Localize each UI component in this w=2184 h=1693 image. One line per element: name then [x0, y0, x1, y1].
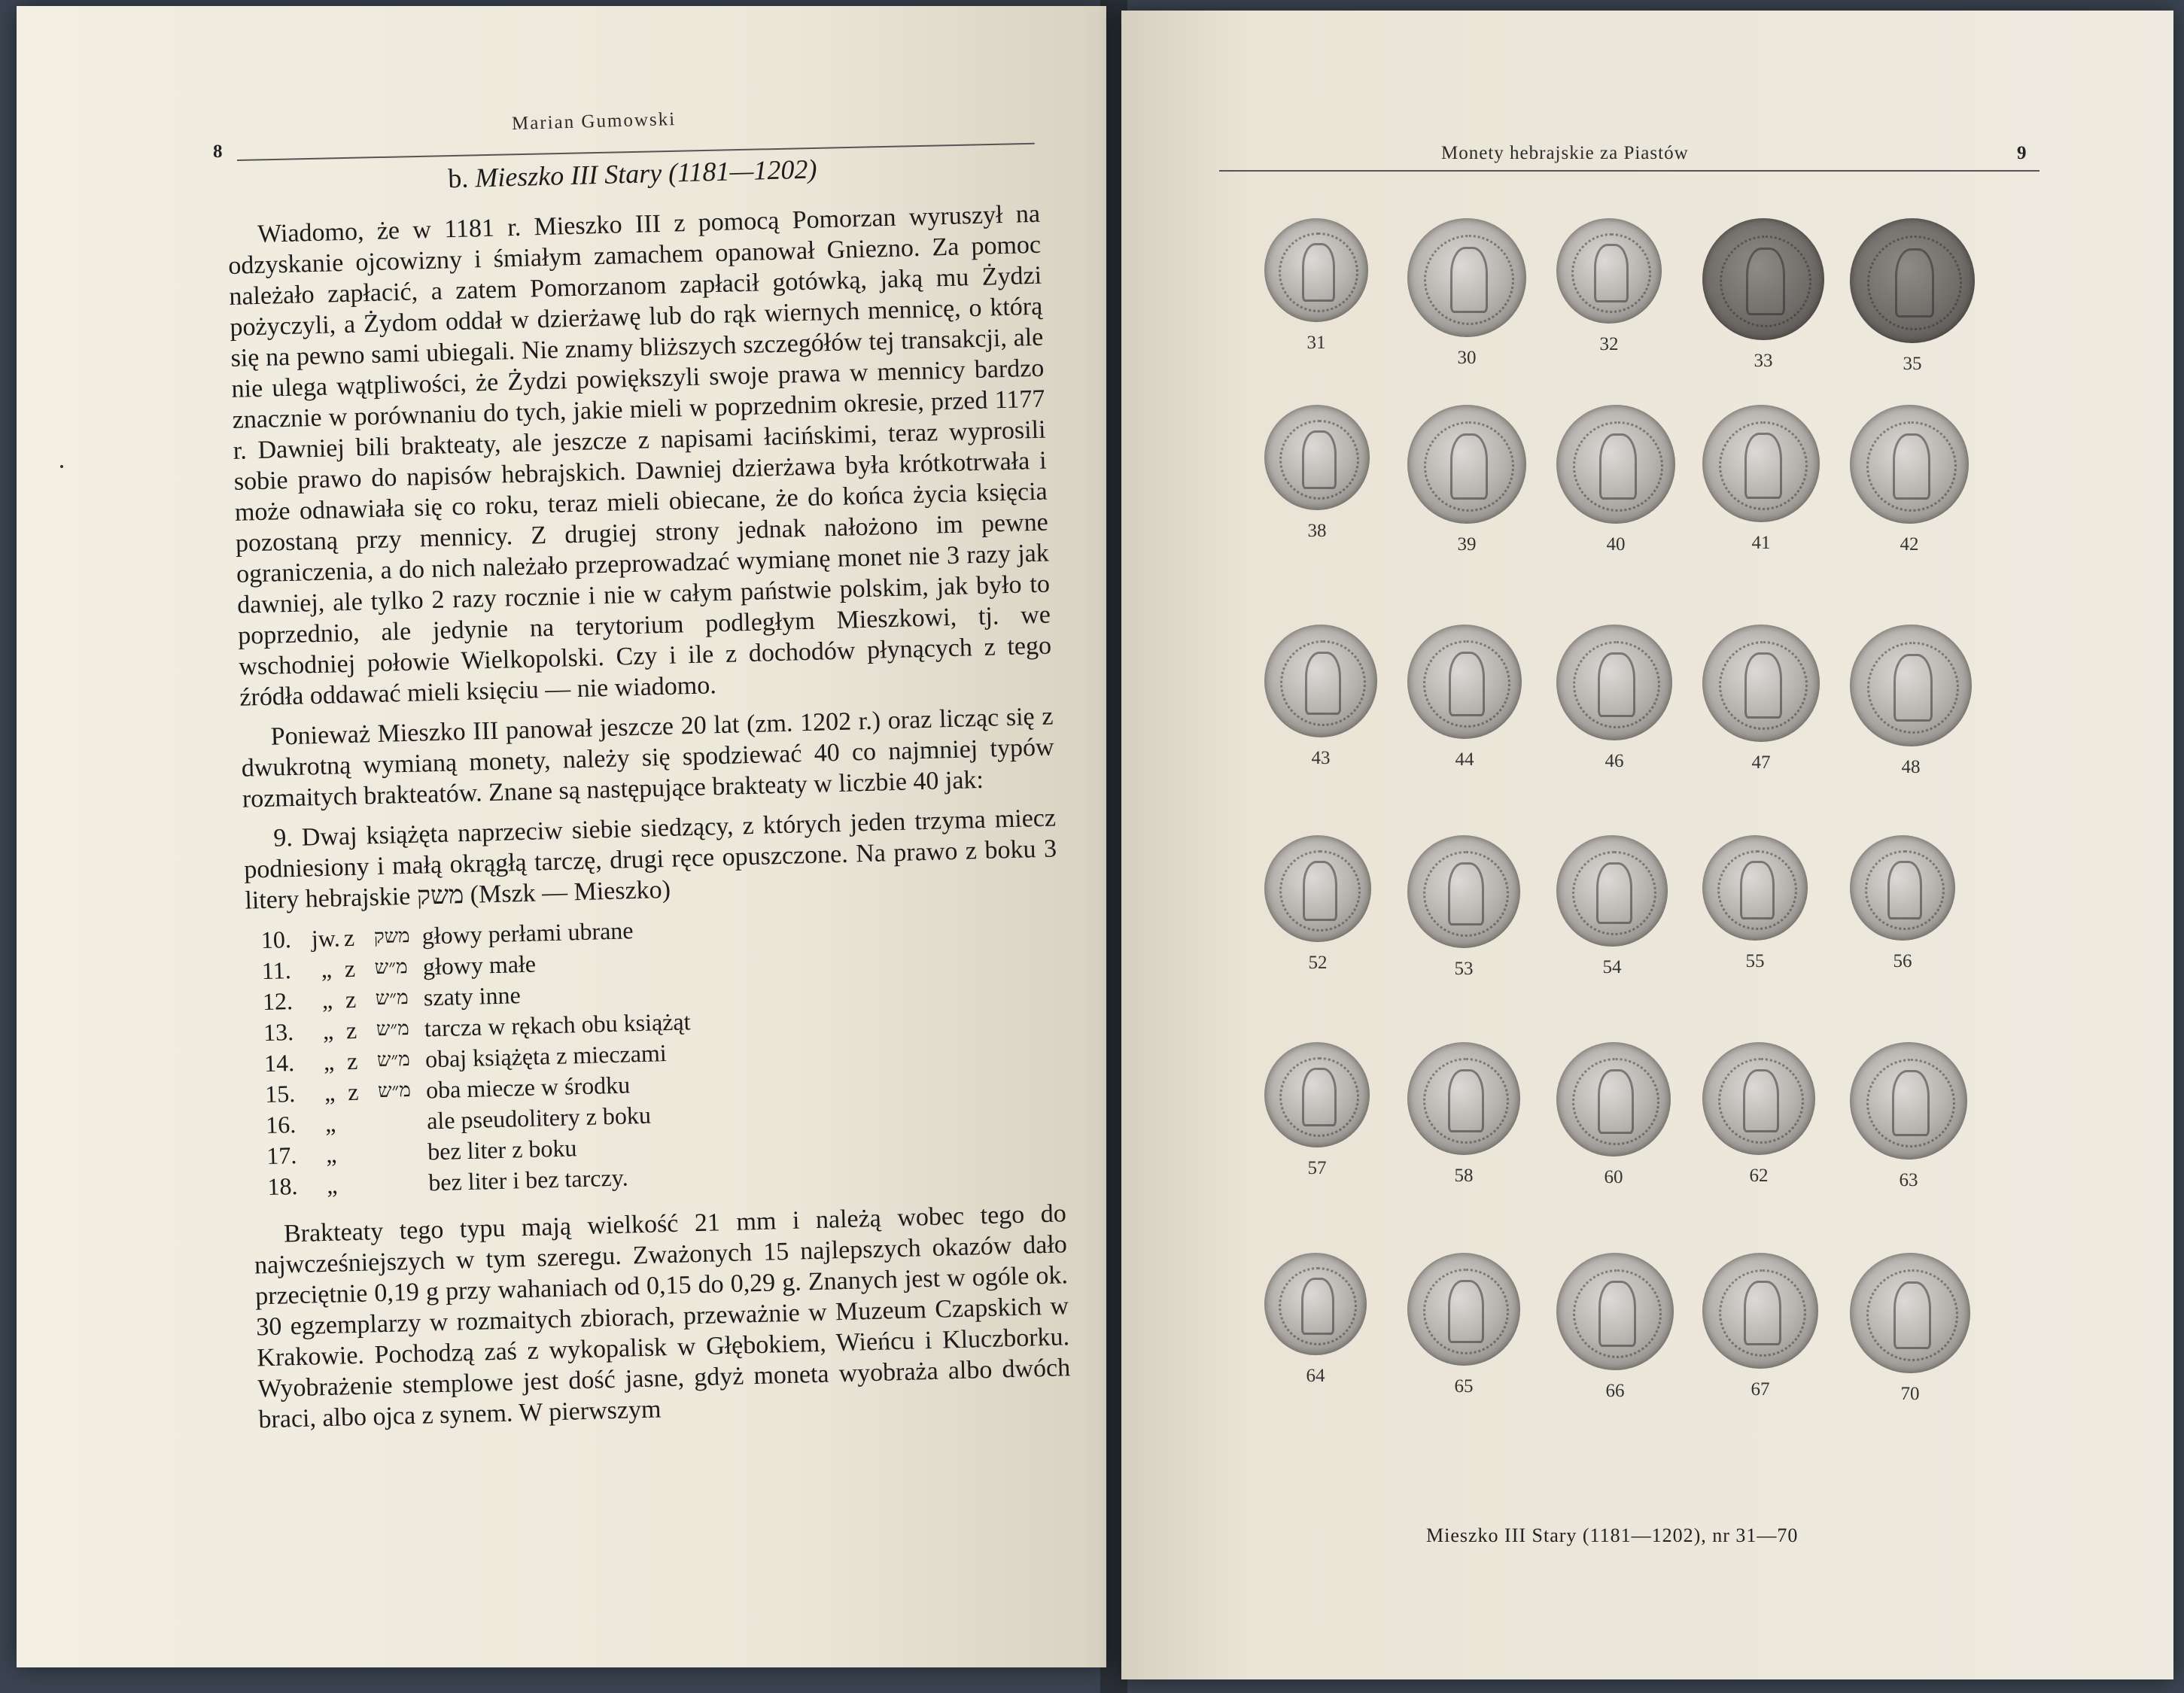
list-item-z: z: [347, 1078, 359, 1106]
list-item-hebrew: מ״ש: [374, 956, 408, 980]
plate-caption: Mieszko III Stary (1181—1202), nr 31—70: [1426, 1524, 1799, 1546]
coin-image: [1407, 218, 1526, 337]
coin-image: [1556, 405, 1675, 524]
list-item-hebrew: משק: [373, 924, 410, 949]
list-item-z: z: [345, 1016, 357, 1044]
list-item-z: z: [345, 985, 357, 1014]
list-item-description: głowy perłami ubrane: [421, 916, 634, 950]
coin-number: 48: [1901, 757, 1921, 777]
list-item-hebrew: מ״ש: [376, 1017, 410, 1041]
list-item-ditto: „: [323, 1047, 335, 1075]
coin-number: 35: [1903, 354, 1922, 374]
coin-number: 46: [1605, 751, 1624, 771]
coin-image: [1407, 835, 1520, 948]
list-item-z: z: [344, 954, 356, 983]
list-item-hebrew: [379, 1136, 428, 1169]
list-item-hebrew: [380, 1167, 429, 1199]
coin-image: [1850, 625, 1972, 746]
list-item-number: 16.: [265, 1111, 297, 1139]
coin-image: [1850, 835, 1955, 941]
coin-image: [1407, 625, 1522, 739]
coin-number: 58: [1454, 1166, 1474, 1186]
paragraph-3: 9. Dwaj książęta naprzeciw siebie siedzący, z których jeden trzyma miecz podniesiony i małą okrągłą tarczę, drugi ręce opuszczone. Na prawo z boku 3 litery hebrajskie משק (Mszk — Mieszko): [243, 804, 1057, 915]
list-item-description: szaty inne: [423, 981, 522, 1011]
coin-number: 47: [1751, 752, 1771, 773]
coin-number: 43: [1311, 748, 1331, 768]
list-item-number: 18.: [266, 1172, 298, 1201]
list-item-z: z: [346, 1047, 358, 1075]
coin-number: 44: [1455, 749, 1474, 770]
paragraph-1: Wiadomo, że w 1181 r. Mieszko III z pomocą Pomorzan wyruszył na odzyskanie ojcowizny i śmiałym zamachem opanował Gniezno. Za pomoc należało zapłacić, a zatem Pomorzanom zapłacił gotówką, jaką mu Żydzi pożyczyli, a Żydom oddał w dzierżawę lub do rąk wiernych mennicę, o którą się na pewno sami ubiegali. Nie znamy bliższych szczegółów tej transakcji, ale nie ulega wątpliwości, że Żydzi powiększyli swoje prawa w mennicy bardzo znacznie w porównaniu do tych, jakie mieli w poprzednim okresie, przed 1177 r. Dawniej bili brakteaty, ale jeszcze z napisami łacińskimi, teraz wyprosili sobie prawo do napisów hebrajskich. Dawniej dzierżawa była krótkotrwała i może odnawiała się co roku, teraz mieli obiecane, że do końca życia księcia pozostaną przy mennicy. Z drugiej strony jednak nałożono im pewne ograniczenia, a do nich należało przeprowadzać wymianę monet nie 3 razy jak dawniej, ale tylko 2 razy rocznie i nie w całym państwie polskim, jak było to poprzednio, ale jedynie na terytorium podległym Mieszkowi, tj. we wschodniej połowie Wielkopolski. Czy i ile z dochodów płynących z tego źródła oddawać mieli księciu — nie wiadomo.: [227, 199, 1052, 712]
coin-number: 62: [1749, 1166, 1769, 1186]
coin-image: [1264, 835, 1371, 942]
coin-number: 38: [1307, 521, 1327, 541]
list-item-ditto: jw.: [311, 924, 341, 953]
coin-image: [1850, 218, 1975, 343]
coin-number: 67: [1751, 1379, 1770, 1400]
ink-dot: [60, 465, 63, 468]
coin-image: [1556, 625, 1672, 740]
coin-image: [1556, 218, 1662, 324]
coin-number: 65: [1454, 1376, 1474, 1397]
section-label: b.: [447, 163, 469, 194]
list-item-number: 11.: [261, 956, 292, 985]
list-item-description: głowy małe: [422, 950, 537, 980]
coin-image: [1850, 405, 1969, 524]
list-item-hebrew: מ״ש: [377, 1078, 412, 1103]
coin-image: [1702, 835, 1808, 941]
coin-number: 64: [1306, 1366, 1325, 1386]
list-item-hebrew: מ״ש: [375, 986, 409, 1011]
coin-number: 53: [1454, 959, 1474, 979]
coin-image: [1264, 1042, 1370, 1147]
coin-number: 40: [1606, 534, 1626, 555]
list-item-description: bez liter z boku: [427, 1134, 577, 1166]
coin-number: 63: [1899, 1170, 1918, 1190]
closing-paragraph: Brakteaty tego typu mają wielkość 21 mm i należą wobec tego do najwcześniejszych w tym szeregu. Zważonych 15 najlepszych okazów dało przeciętnie 0,19 g przy wahaniach od 0,15 do 0,29 g. Znanych jest w ogóle ok. 30 egzemplarzy w rozmaitych zbiorach, przeważnie w Muzeum Czapskich w Krakowie. Pochodzą zaś z wykopalisk w Głębokiem, Wieńcu i Kluczborku. Wyobrażenie stemplowe jest dość jasne, gdyż moneta wyobraża albo dwóch braci, albo ojca z synem. W pierwszym: [254, 1199, 1071, 1434]
list-item-z: [349, 1138, 380, 1169]
left-running-head: Marian Gumowski: [511, 108, 677, 135]
coin-number: 60: [1604, 1167, 1623, 1187]
coin-number: 33: [1754, 351, 1773, 371]
list-item-description: ale pseudolitery z boku: [426, 1101, 652, 1135]
coin-image: [1407, 405, 1526, 524]
coin-number: 30: [1457, 348, 1477, 368]
coin-image: [1850, 1042, 1967, 1160]
coin-image: [1264, 1253, 1367, 1355]
coin-image: [1702, 1253, 1818, 1369]
coin-number: 32: [1599, 334, 1619, 354]
coin-number: 41: [1751, 533, 1771, 553]
coin-number: 39: [1457, 534, 1477, 555]
coin-image: [1850, 1253, 1970, 1373]
list-item-number: 15.: [264, 1080, 296, 1108]
coin-image: [1264, 405, 1370, 510]
coin-image: [1556, 835, 1668, 947]
coin-image: [1407, 1042, 1520, 1155]
list-item-ditto: „: [322, 1017, 334, 1045]
coin-number: 52: [1308, 953, 1328, 973]
coin-number: 31: [1306, 333, 1326, 353]
coin-number: 54: [1602, 957, 1622, 977]
coin-image: [1407, 1253, 1520, 1366]
coin-image: [1556, 1042, 1671, 1157]
bracteate-list: [260, 904, 1065, 1202]
list-item-ditto: „: [324, 1109, 336, 1137]
list-item-number: 14.: [263, 1049, 295, 1078]
coin-image: [1264, 625, 1377, 737]
coin-number: 57: [1307, 1158, 1327, 1178]
coin-image: [1702, 1042, 1815, 1155]
coin-image: [1556, 1253, 1674, 1370]
coin-number: 55: [1745, 951, 1765, 971]
coin-number: 70: [1900, 1384, 1920, 1404]
list-item-ditto: „: [321, 955, 333, 983]
list-item-description: bez liter i bez tarczy.: [427, 1163, 629, 1196]
coin-image: [1264, 218, 1368, 322]
list-item-z: [350, 1169, 381, 1200]
right-page-number: 9: [2017, 143, 2027, 163]
list-item-z: [348, 1107, 379, 1138]
paragraph-2: Ponieważ Mieszko III panował jeszcze 20 lat (zm. 1202 r.) oraz licząc się z dwukrotną wymianą monety, należy się spodziewać 40 co najmniej typów rozmaitych brakteatów. Znane są następujące brakteaty w liczbie 40 jak:: [241, 702, 1054, 813]
right-header-rule: [1219, 170, 2040, 172]
list-item-number: 17.: [266, 1141, 297, 1170]
list-item-description: oba miecze w środku: [425, 1071, 631, 1104]
left-page-number: 8: [213, 141, 223, 162]
list-item-description: obaj książęta z mieczami: [424, 1039, 668, 1073]
list-item-number: 13.: [263, 1018, 294, 1047]
coin-image: [1702, 218, 1824, 340]
list-item-ditto: „: [325, 1140, 337, 1168]
coin-number: 42: [1900, 534, 1919, 555]
list-item-hebrew: [379, 1105, 427, 1138]
list-item-hebrew: מ״ש: [376, 1048, 411, 1072]
coin-image: [1702, 625, 1820, 742]
list-item-z: z: [343, 923, 355, 952]
list-item-ditto: „: [324, 1078, 336, 1106]
coin-image: [1702, 405, 1820, 522]
coin-number: 66: [1605, 1381, 1625, 1401]
left-page-body: [226, 148, 1072, 1436]
section-title: Mieszko III Stary (1181—1202): [474, 153, 817, 193]
right-running-head: Monety hebrajskie za Piastów: [1441, 143, 1689, 163]
list-item-number: 12.: [262, 987, 294, 1016]
list-item-description: tarcza w rękach obu książąt: [424, 1008, 691, 1042]
list-item-ditto: „: [326, 1171, 338, 1199]
list-item-ditto: „: [321, 986, 333, 1014]
coin-number: 56: [1893, 951, 1912, 971]
list-item-number: 10.: [260, 926, 292, 954]
